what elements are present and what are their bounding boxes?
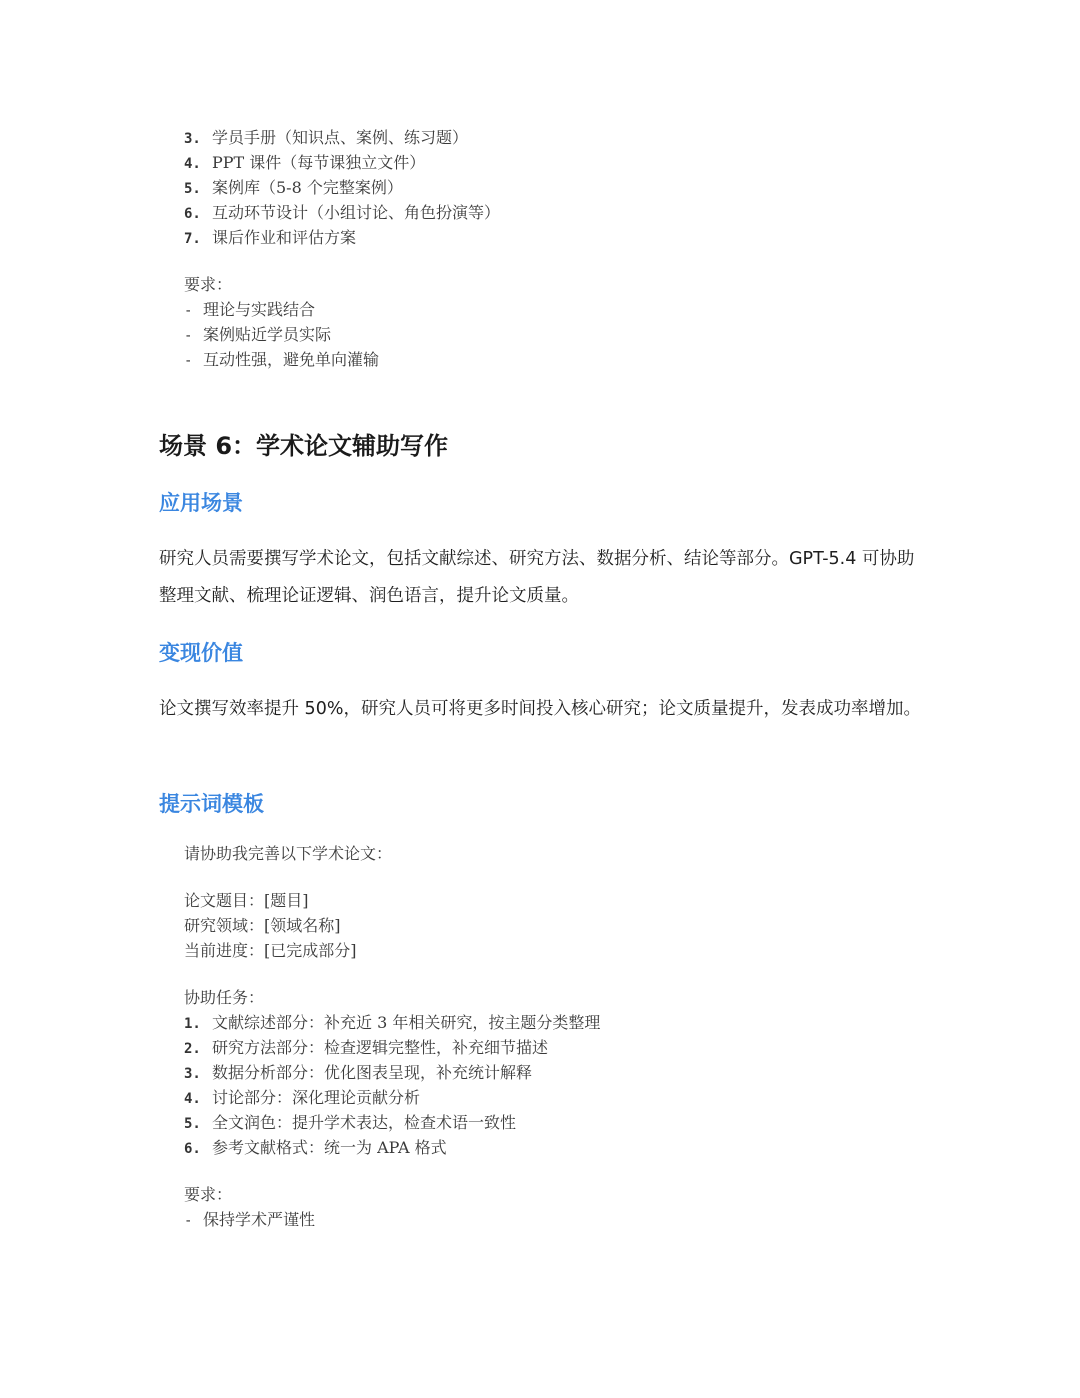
list-item: 4. PPT 课件（每节课独立文件）: [184, 153, 426, 172]
requirements-label: 要求：: [184, 275, 233, 294]
value-text: 论文撰写效率提升 50%，研究人员可将更多时间投入核心研究；论文质量提升，发表成功率增加。: [159, 699, 921, 719]
value-heading: 变现价值: [159, 641, 243, 665]
requirement-item: - 互动性强，避免单向灌输: [184, 350, 380, 369]
task-item: 5. 全文润色：提升学术表达，检查术语一致性: [184, 1113, 517, 1132]
section-title: 场景 6：学术论文辅助写作: [159, 432, 449, 460]
requirements-label: 要求：: [184, 1185, 233, 1204]
task-item: 2. 研究方法部分：检查逻辑完整性，补充细节描述: [184, 1038, 549, 1057]
prev-prompt-code-block: [184, 125, 500, 372]
task-item: 4. 讨论部分：深化理论贡献分析: [184, 1088, 421, 1107]
list-item: 6. 互动环节设计（小组讨论、角色扮演等）: [184, 203, 501, 222]
list-item: 3. 学员手册（知识点、案例、练习题）: [184, 128, 469, 147]
app-scenario-heading: 应用场景: [159, 491, 243, 515]
task-item: 1. 文献综述部分：补充近 3 年相关研究，按主题分类整理: [184, 1013, 601, 1032]
prompt-field: 论文题目：[题目]: [184, 891, 309, 910]
list-item: 7. 课后作业和评估方案: [184, 228, 357, 247]
task-item: 6. 参考文献格式：统一为 APA 格式: [184, 1138, 447, 1157]
app-scenario-text: 研究人员需要撰写学术论文，包括文献综述、研究方法、数据分析、结论等部分。GPT-5.4 可协助整理文献、梳理论证逻辑、润色语言，提升论文质量。: [159, 549, 915, 606]
prompt-field: 研究领域：[领域名称]: [184, 916, 341, 935]
prompt-template-heading: 提示词模板: [159, 792, 264, 816]
list-item: 5. 案例库（5-8 个完整案例）: [184, 178, 403, 197]
requirement-item: - 保持学术严谨性: [184, 1210, 316, 1229]
requirement-item: - 案例贴近学员实际: [184, 325, 332, 344]
prompt-intro: 请协助我完善以下学术论文：: [184, 844, 393, 863]
task-label: 协助任务：: [184, 988, 265, 1007]
prompt-field: 当前进度：[已完成部分]: [184, 941, 357, 960]
task-item: 3. 数据分析部分：优化图表呈现，补充统计解释: [184, 1063, 533, 1082]
prompt-code-block: [184, 841, 600, 1232]
requirement-item: - 理论与实践结合: [184, 300, 316, 319]
